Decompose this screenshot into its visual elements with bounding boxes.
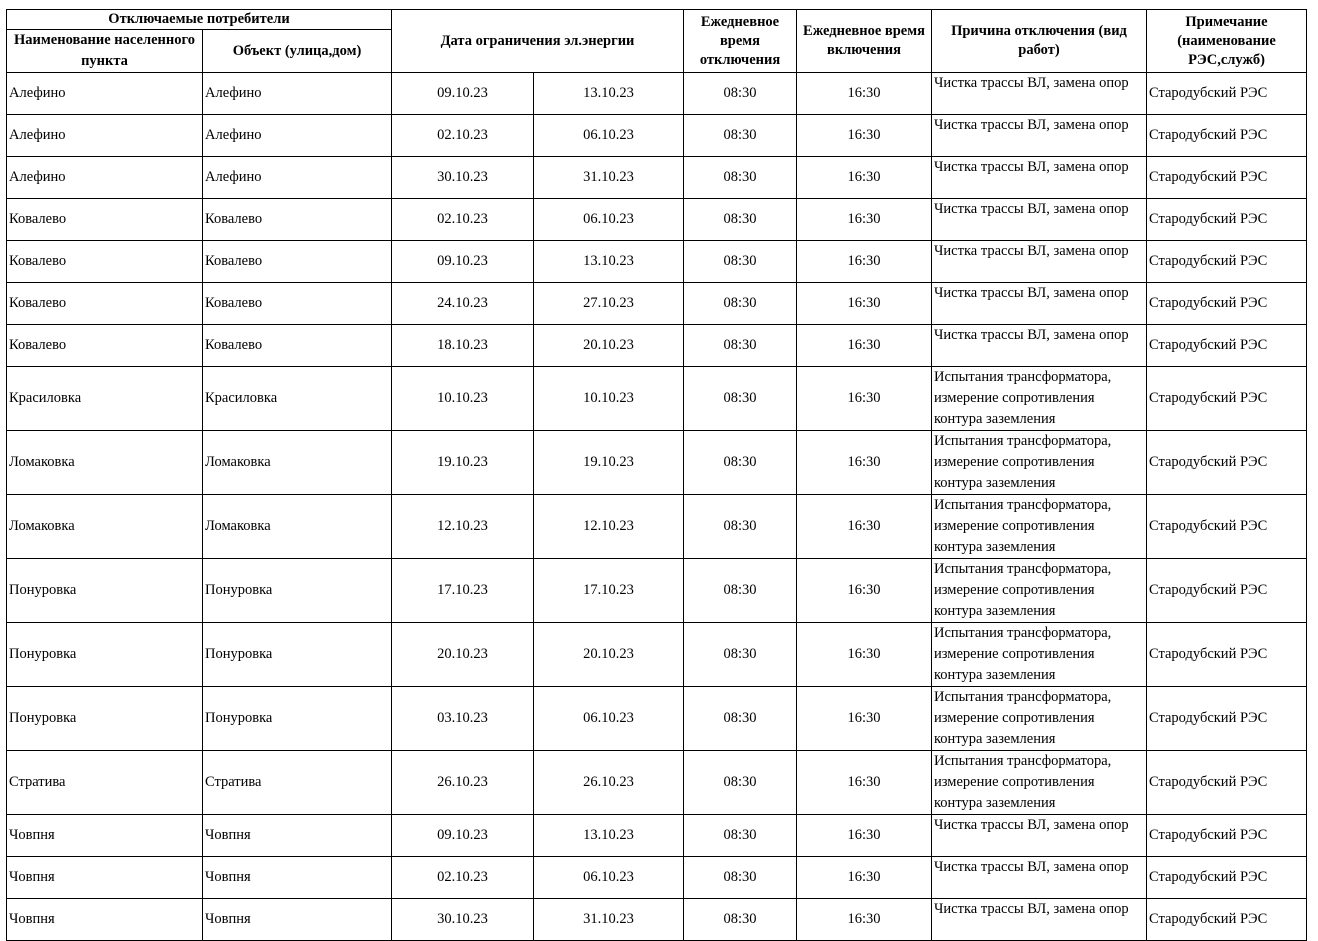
table-row (7, 283, 1307, 325)
table-row (7, 325, 1307, 367)
cell-date-from: 17.10.23 (392, 559, 534, 623)
cell-time-off: 08:30 (684, 73, 797, 115)
cell-date-to: 06.10.23 (534, 115, 684, 157)
cell-date-to: 06.10.23 (534, 857, 684, 899)
cell-time-off: 08:30 (684, 367, 797, 431)
cell-note: Стародубский РЭС (1147, 687, 1307, 751)
cell-reason: Чистка трассы ВЛ, замена опор (932, 241, 1147, 283)
cell-date-to: 13.10.23 (534, 73, 684, 115)
cell-time-off: 08:30 (684, 283, 797, 325)
cell-reason: Чистка трассы ВЛ, замена опор (932, 899, 1147, 941)
header-daily-on: Ежедневное время включения (797, 10, 932, 73)
cell-object: Човпня (203, 815, 392, 857)
cell-reason: Чистка трассы ВЛ, замена опор (932, 325, 1147, 367)
cell-time-off: 08:30 (684, 857, 797, 899)
cell-note: Стародубский РЭС (1147, 559, 1307, 623)
cell-date-from: 10.10.23 (392, 367, 534, 431)
cell-settlement: Ковалево (7, 325, 203, 367)
cell-object: Ломаковка (203, 495, 392, 559)
cell-date-to: 20.10.23 (534, 325, 684, 367)
cell-date-from: 09.10.23 (392, 241, 534, 283)
cell-settlement: Стратива (7, 751, 203, 815)
cell-reason: Чистка трассы ВЛ, замена опор (932, 157, 1147, 199)
cell-settlement: Ломаковка (7, 495, 203, 559)
cell-object: Човпня (203, 899, 392, 941)
cell-date-to: 12.10.23 (534, 495, 684, 559)
cell-time-off: 08:30 (684, 325, 797, 367)
cell-date-from: 19.10.23 (392, 431, 534, 495)
cell-settlement: Алефино (7, 73, 203, 115)
outage-schedule-table (6, 9, 1307, 941)
cell-date-from: 09.10.23 (392, 815, 534, 857)
cell-date-from: 02.10.23 (392, 199, 534, 241)
cell-note: Стародубский РЭС (1147, 815, 1307, 857)
cell-time-off: 08:30 (684, 623, 797, 687)
cell-time-on: 16:30 (797, 687, 932, 751)
table-row (7, 495, 1307, 559)
cell-date-to: 20.10.23 (534, 623, 684, 687)
cell-time-off: 08:30 (684, 495, 797, 559)
table-body (7, 73, 1307, 941)
cell-date-from: 24.10.23 (392, 283, 534, 325)
cell-note: Стародубский РЭС (1147, 325, 1307, 367)
table-row (7, 73, 1307, 115)
table-row (7, 367, 1307, 431)
cell-reason: Чистка трассы ВЛ, замена опор (932, 815, 1147, 857)
cell-date-from: 03.10.23 (392, 687, 534, 751)
cell-date-to: 10.10.23 (534, 367, 684, 431)
cell-note: Стародубский РЭС (1147, 857, 1307, 899)
cell-settlement: Ковалево (7, 199, 203, 241)
table-row (7, 241, 1307, 283)
cell-note: Стародубский РЭС (1147, 495, 1307, 559)
cell-date-from: 20.10.23 (392, 623, 534, 687)
cell-time-off: 08:30 (684, 431, 797, 495)
table-row (7, 751, 1307, 815)
cell-time-on: 16:30 (797, 241, 932, 283)
header-daily-off: Ежедневное время отключения (684, 10, 797, 73)
cell-time-on: 16:30 (797, 115, 932, 157)
cell-object: Алефино (203, 157, 392, 199)
cell-settlement: Ковалево (7, 241, 203, 283)
header-row-1 (7, 10, 1307, 30)
table-row (7, 623, 1307, 687)
cell-time-off: 08:30 (684, 559, 797, 623)
cell-time-on: 16:30 (797, 815, 932, 857)
table-row (7, 157, 1307, 199)
cell-date-from: 18.10.23 (392, 325, 534, 367)
cell-reason: Чистка трассы ВЛ, замена опор (932, 857, 1147, 899)
header-object: Объект (улица,дом) (203, 30, 392, 73)
table-row (7, 559, 1307, 623)
cell-date-from: 02.10.23 (392, 115, 534, 157)
cell-object: Алефино (203, 115, 392, 157)
cell-reason: Испытания трансформатора, измерение сопротивления контура заземления (932, 559, 1147, 623)
header-settlement: Наименование населенного пункта (7, 30, 203, 73)
cell-settlement: Понуровка (7, 623, 203, 687)
cell-object: Ковалево (203, 241, 392, 283)
cell-date-to: 13.10.23 (534, 815, 684, 857)
cell-time-off: 08:30 (684, 241, 797, 283)
cell-object: Понуровка (203, 623, 392, 687)
cell-date-to: 06.10.23 (534, 199, 684, 241)
cell-date-to: 31.10.23 (534, 157, 684, 199)
cell-object: Стратива (203, 751, 392, 815)
cell-time-off: 08:30 (684, 115, 797, 157)
cell-time-on: 16:30 (797, 431, 932, 495)
cell-date-from: 12.10.23 (392, 495, 534, 559)
cell-note: Стародубский РЭС (1147, 751, 1307, 815)
cell-reason: Чистка трассы ВЛ, замена опор (932, 115, 1147, 157)
cell-object: Понуровка (203, 687, 392, 751)
cell-settlement: Човпня (7, 857, 203, 899)
cell-date-to: 26.10.23 (534, 751, 684, 815)
cell-date-from: 30.10.23 (392, 899, 534, 941)
cell-settlement: Човпня (7, 899, 203, 941)
cell-note: Стародубский РЭС (1147, 899, 1307, 941)
header-date-range: Дата ограничения эл.энергии (392, 10, 684, 73)
cell-reason: Чистка трассы ВЛ, замена опор (932, 73, 1147, 115)
cell-object: Човпня (203, 857, 392, 899)
cell-date-to: 19.10.23 (534, 431, 684, 495)
cell-reason: Испытания трансформатора, измерение сопротивления контура заземления (932, 431, 1147, 495)
cell-reason: Испытания трансформатора, измерение сопротивления контура заземления (932, 751, 1147, 815)
cell-time-on: 16:30 (797, 199, 932, 241)
cell-note: Стародубский РЭС (1147, 431, 1307, 495)
cell-settlement: Алефино (7, 115, 203, 157)
cell-time-on: 16:30 (797, 559, 932, 623)
cell-time-on: 16:30 (797, 899, 932, 941)
table-row (7, 815, 1307, 857)
cell-object: Понуровка (203, 559, 392, 623)
cell-object: Ковалево (203, 199, 392, 241)
cell-settlement: Ломаковка (7, 431, 203, 495)
cell-time-off: 08:30 (684, 687, 797, 751)
cell-date-to: 06.10.23 (534, 687, 684, 751)
cell-settlement: Понуровка (7, 687, 203, 751)
table-row (7, 857, 1307, 899)
cell-date-to: 13.10.23 (534, 241, 684, 283)
cell-reason: Испытания трансформатора, измерение сопротивления контура заземления (932, 367, 1147, 431)
cell-time-off: 08:30 (684, 157, 797, 199)
cell-date-to: 27.10.23 (534, 283, 684, 325)
cell-note: Стародубский РЭС (1147, 241, 1307, 283)
table-row (7, 899, 1307, 941)
cell-object: Алефино (203, 73, 392, 115)
cell-settlement: Човпня (7, 815, 203, 857)
cell-time-off: 08:30 (684, 199, 797, 241)
cell-date-to: 31.10.23 (534, 899, 684, 941)
cell-settlement: Понуровка (7, 559, 203, 623)
cell-settlement: Красиловка (7, 367, 203, 431)
cell-object: Красиловка (203, 367, 392, 431)
cell-time-off: 08:30 (684, 899, 797, 941)
cell-date-to: 17.10.23 (534, 559, 684, 623)
table-row (7, 199, 1307, 241)
cell-time-off: 08:30 (684, 751, 797, 815)
cell-object: Ломаковка (203, 431, 392, 495)
cell-time-on: 16:30 (797, 857, 932, 899)
cell-object: Ковалево (203, 283, 392, 325)
cell-reason: Чистка трассы ВЛ, замена опор (932, 283, 1147, 325)
header-consumers-group: Отключаемые потребители (7, 10, 392, 30)
cell-date-from: 26.10.23 (392, 751, 534, 815)
cell-time-on: 16:30 (797, 157, 932, 199)
cell-time-on: 16:30 (797, 283, 932, 325)
cell-date-from: 09.10.23 (392, 73, 534, 115)
cell-reason: Испытания трансформатора, измерение сопротивления контура заземления (932, 623, 1147, 687)
table-row (7, 431, 1307, 495)
cell-object: Ковалево (203, 325, 392, 367)
header-reason: Причина отключения (вид работ) (932, 10, 1147, 73)
cell-note: Стародубский РЭС (1147, 157, 1307, 199)
cell-time-on: 16:30 (797, 325, 932, 367)
cell-note: Стародубский РЭС (1147, 623, 1307, 687)
cell-date-from: 30.10.23 (392, 157, 534, 199)
cell-reason: Испытания трансформатора, измерение сопротивления контура заземления (932, 495, 1147, 559)
cell-settlement: Алефино (7, 157, 203, 199)
cell-time-on: 16:30 (797, 623, 932, 687)
cell-time-on: 16:30 (797, 367, 932, 431)
cell-time-on: 16:30 (797, 495, 932, 559)
cell-date-from: 02.10.23 (392, 857, 534, 899)
cell-note: Стародубский РЭС (1147, 199, 1307, 241)
cell-time-on: 16:30 (797, 751, 932, 815)
cell-reason: Испытания трансформатора, измерение сопротивления контура заземления (932, 687, 1147, 751)
cell-settlement: Ковалево (7, 283, 203, 325)
cell-note: Стародубский РЭС (1147, 73, 1307, 115)
cell-note: Стародубский РЭС (1147, 115, 1307, 157)
table-row (7, 687, 1307, 751)
cell-time-on: 16:30 (797, 73, 932, 115)
cell-reason: Чистка трассы ВЛ, замена опор (932, 199, 1147, 241)
header-note: Примечание (наименование РЭС,служб) (1147, 10, 1307, 73)
table-row (7, 115, 1307, 157)
cell-note: Стародубский РЭС (1147, 283, 1307, 325)
cell-time-off: 08:30 (684, 815, 797, 857)
cell-note: Стародубский РЭС (1147, 367, 1307, 431)
